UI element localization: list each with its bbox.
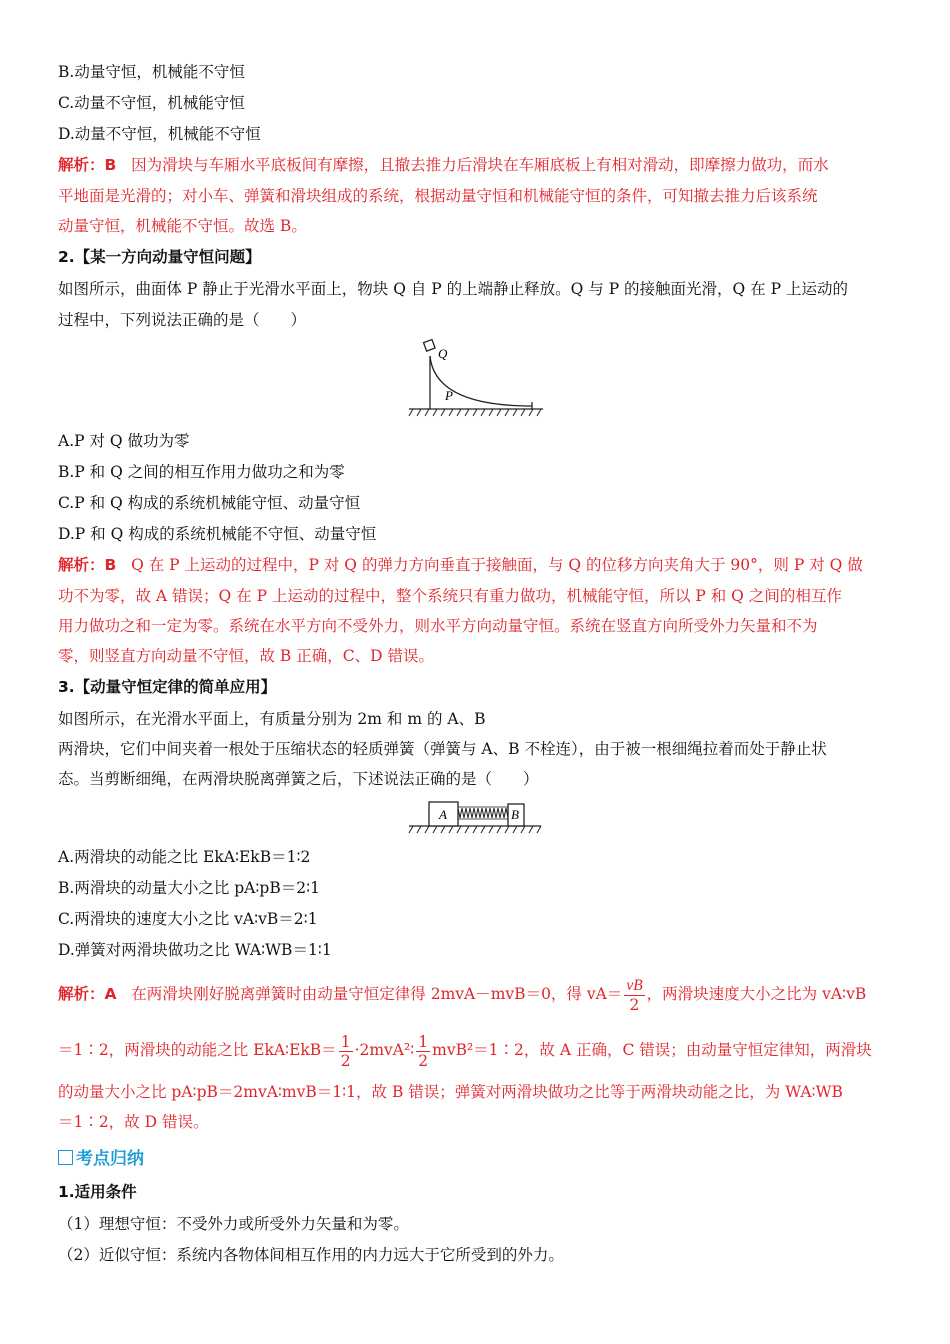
- answer2-line1: 解析：B Q 在 P 上运动的过程中，P 对 Q 的弹力方向垂直于接触面，与 Q 的位移方向夹角大于 90°，则 P 对 Q 做: [58, 556, 863, 574]
- option-b-prev: B.动量守恒，机械能不守恒: [58, 63, 245, 81]
- q3-option-a: A.两滑块的动能之比 EkA∶EkB＝1∶2: [58, 848, 311, 866]
- question3-line2: 两滑块，它们中间夹着一根处于压缩状态的轻质弹簧（弹簧与 A、B 不栓连），由于被一根细绳拉着而处于静止状: [58, 740, 827, 758]
- answer2-line2: 功不为零，故 A 错误；Q 在 P 上运动的过程中，整个系统只有重力做功，机械能守恒，所以 P 和 Q 之间的相互作: [58, 587, 842, 605]
- q2-option-d: D.P 和 Q 构成的系统机械能不守恒、动量守恒: [58, 525, 377, 543]
- curved-block-figure: [405, 336, 547, 420]
- answer-label: 解析：A: [58, 985, 117, 1003]
- answer1-line2: 平地面是光滑的；对小车、弹簧和滑块组成的系统，根据动量守恒和机械能守恒的条件，可知撤去推力后该系统: [58, 187, 818, 205]
- answer-label: 解析：B: [58, 556, 117, 574]
- q2-option-b: B.P 和 Q 之间的相互作用力做功之和为零: [58, 463, 345, 481]
- compressed-spring: [458, 808, 508, 818]
- condition-2: （2）近似守恒：系统内各物体间相互作用的内力远大于它所受到的外力。: [58, 1246, 564, 1264]
- question2-line2: 过程中，下列说法正确的是（ ）: [58, 311, 307, 329]
- question2-line1: 如图所示，曲面体 P 静止于光滑水平面上，物块 Q 自 P 的上端静止释放。Q 与 P 的接触面光滑，Q 在 P 上运动的: [58, 280, 848, 298]
- question2-title: 2.【某一方向动量守恒问题】: [58, 248, 261, 266]
- checkbox-square-icon: [58, 1150, 73, 1165]
- subsection-title: 1.适用条件: [58, 1183, 137, 1201]
- fraction-half-b: $\frac{1}{2}$: [418, 1032, 429, 1070]
- section-heading: 考点归纳: [58, 1148, 144, 1170]
- label-a: A: [439, 807, 447, 822]
- answer1-line3: 动量守恒，机械能不守恒。故选 B。: [58, 217, 307, 235]
- option-d-prev: D.动量不守恒，机械能不守恒: [58, 125, 261, 143]
- fraction-half-a: $\frac{1}{2}$: [340, 1032, 351, 1070]
- label-p: P: [445, 388, 453, 403]
- answer2-line3: 用力做功之和一定为零。系统在水平方向不受外力，则水平方向动量守恒。系统在竖直方向所受外力矢量和不为: [58, 617, 818, 635]
- spring-blocks-figure: [405, 797, 545, 837]
- question3-line3: 态。当剪断细绳，在两滑块脱离弹簧之后，下述说法正确的是（ ）: [58, 770, 539, 788]
- question3-title: 3.【动量守恒定律的简单应用】: [58, 678, 277, 696]
- option-c-prev: C.动量不守恒，机械能守恒: [58, 94, 245, 112]
- q3-option-c: C.两滑块的速度大小之比 vA∶vB＝2∶1: [58, 910, 318, 928]
- label-q: Q: [438, 346, 448, 361]
- answer3-line3: 的动量大小之比 pA∶pB＝2mvA∶mvB＝1∶1，故 B 错误；弹簧对两滑块做功之比等于两滑块动能之比，为 WA∶WB: [58, 1083, 843, 1101]
- q2-option-c: C.P 和 Q 构成的系统机械能守恒、动量守恒: [58, 494, 361, 512]
- q3-option-b: B.两滑块的动量大小之比 pA∶pB＝2∶1: [58, 879, 320, 897]
- question3-line1: 如图所示，在光滑水平面上，有质量分别为 2m 和 m 的 A、B: [58, 710, 486, 728]
- answer2-line4: 零，则竖直方向动量不守恒，故 B 正确，C、D 错误。: [58, 647, 434, 665]
- q2-option-a: A.P 对 Q 做功为零: [58, 432, 190, 450]
- ground-hatching: [409, 826, 541, 833]
- ground-hatching: [409, 409, 541, 416]
- fraction-vb-over-2: $\frac{vB}{2}$: [626, 976, 643, 1014]
- answer3-line1: 解析：A 在两滑块刚好脱离弹簧时由动量守恒定律得 2mvA－mvB＝0，得 vA＝ $\frac{vB}{2}$ ，两滑块速度大小之比为 vA∶vB: [58, 976, 867, 1014]
- answer3-line2: ＝1∶2，两滑块的动能之比 EkA∶EkB＝ $\frac{1}{2}$ ·2mvA²∶ $\frac{1}{2}$ mvB²＝1∶2，故 A 正确，C 错误；由动量守恒定律知，两滑块: [58, 1032, 872, 1070]
- answer-label: 解析：B: [58, 156, 117, 174]
- answer1-line1: 解析：B 因为滑块与车厢水平底板间有摩擦，且撤去推力后滑块在车厢底板上有相对滑动，即摩擦力做功，而水: [58, 156, 829, 174]
- condition-1: （1）理想守恒：不受外力或所受外力矢量和为零。: [58, 1215, 409, 1233]
- block-q: [424, 340, 436, 352]
- label-b: B: [511, 807, 519, 822]
- answer3-line4: ＝1∶2，故 D 错误。: [58, 1113, 209, 1131]
- q3-option-d: D.弹簧对两滑块做功之比 WA∶WB＝1∶1: [58, 941, 332, 959]
